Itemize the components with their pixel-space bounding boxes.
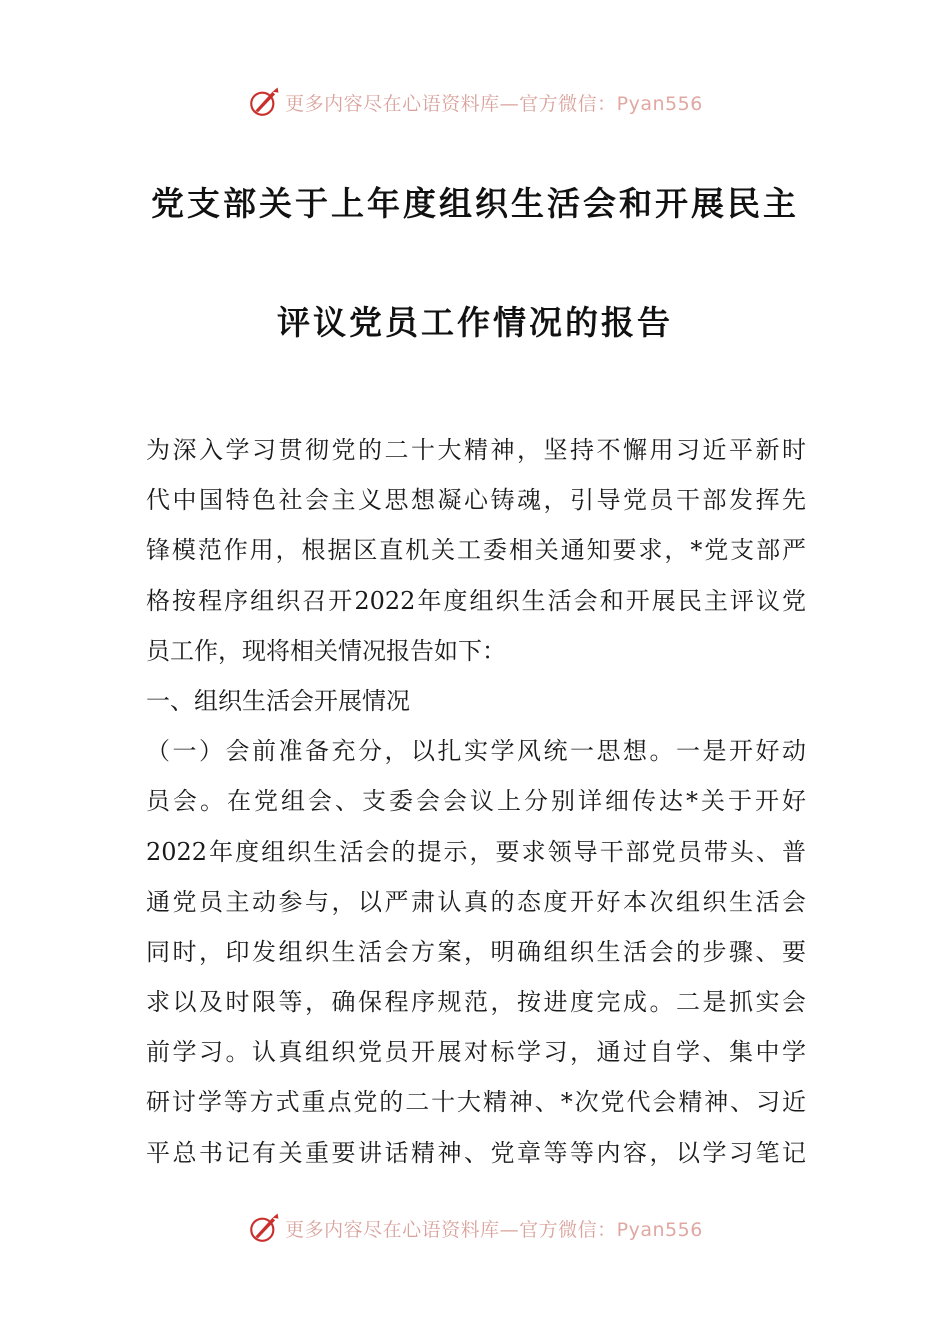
quill-logo-icon (247, 85, 281, 119)
watermark-id: Pyan556 (616, 1218, 703, 1241)
body-line: 平总书记有关重要讲话精神、党章等等内容，以学习笔记 (146, 1138, 806, 1167)
body-line: 通党员主动参与，以严肃认真的态度开好本次组织生活会 (146, 887, 806, 916)
body-line: 代中国特色社会主义思想凝心铸魂，引导党员干部发挥先 (146, 486, 806, 515)
watermark-header (0, 82, 950, 122)
document-title-line-1: 党支部关于上年度组织生活会和开展民主 (151, 184, 799, 223)
watermark-text: 更多内容尽在心语资料库—官方微信： (285, 1218, 617, 1241)
body-line: 前学习。认真组织党员开展对标学习，通过自学、集中学 (146, 1038, 806, 1067)
body-line: 为深入学习贯彻党的二十大精神，坚持不懈用习近平新时 (146, 436, 806, 464)
body-line: （一）会前准备充分，以扎实学风统一思想。一是开好动 (146, 737, 806, 766)
body-line: 同时，印发组织生活会方案，明确组织生活会的步骤、要 (146, 937, 806, 966)
body-line: 求以及时限等，确保程序规范，按进度完成。二是抓实会 (146, 988, 806, 1017)
watermark-id: Pyan556 (616, 92, 703, 115)
watermark-text: 更多内容尽在心语资料库—官方微信： (285, 92, 617, 115)
body-line: 员会。在党组会、支委会会议上分别详细传达*关于开好 (146, 787, 806, 816)
quill-logo-icon (247, 1211, 281, 1245)
body-line: 2022年度组织生活会的提示，要求领导干部党员带头、普 (146, 837, 806, 866)
body-line: 员工作，现将相关情况报告如下： (146, 636, 506, 665)
section-heading: 一、组织生活会开展情况 (146, 686, 410, 715)
document-body (146, 425, 806, 1178)
watermark-footer (0, 1208, 950, 1248)
document-title-line-2: 评议党员工作情况的报告 (277, 303, 673, 342)
body-line: 锋模范作用，根据区直机关工委相关通知要求，*党支部严 (146, 536, 806, 565)
body-line: 研讨学等方式重点党的二十大精神、*次党代会精神、习近 (146, 1088, 806, 1117)
body-line: 格按程序组织召开2022年度组织生活会和开展民主评议党 (146, 586, 806, 615)
